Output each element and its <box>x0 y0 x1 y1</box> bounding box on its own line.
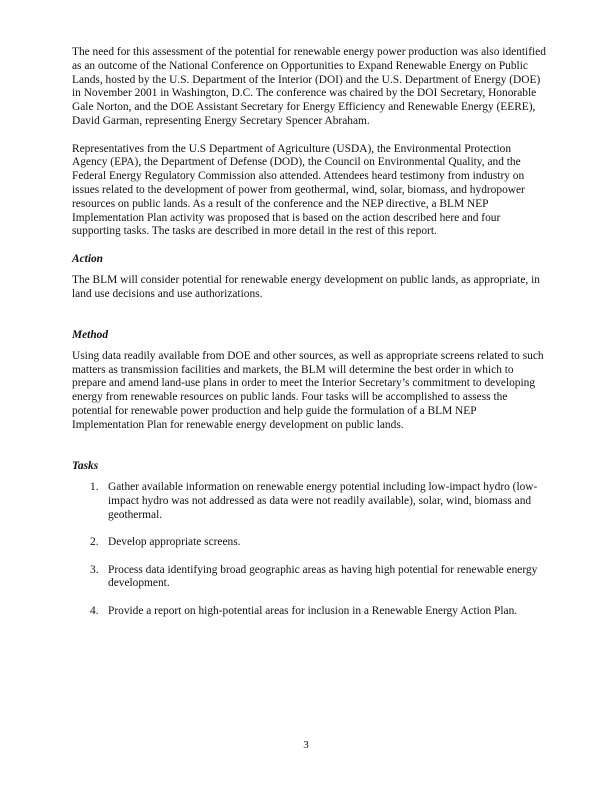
task-item <box>72 564 548 592</box>
intro-paragraph-2: Representatives from the U.S Department of Agriculture (USDA), the Environmental Protection Agency (EPA), the Department of Defense (DOD), the Council on Environmental Quality, and the Federal Energy Regulatory Commission also attended. Attendees heard testimony from industry on issues related to the development of power from geothermal, wind, solar, biomass, and hydropower resources on public lands. As a result of the conference and the NEP directive, a BLM NEP Implementation Plan activity was proposed that is based on the action described here and four supporting tasks. The tasks are described in more detail in the rest of this report. <box>72 142 525 238</box>
method-heading: Method <box>72 328 109 341</box>
task-text: Develop appropriate screens. <box>108 536 241 549</box>
tasks-heading: Tasks <box>72 460 99 473</box>
action-text: The BLM will consider potential for renewable energy development on public lands, as appropriate, in land use decisions and use authorizations. <box>72 273 540 300</box>
intro-paragraph-1: The need for this assessment of the potential for renewable energy power production was also identified as an outcome of the National Conference on Opportunities to Expand Renewable Energy on Public Lands, hosted by the U.S. Department of the Interior (DOI) and the U.S. Department of Energy (DOE) in November 2001 in Washington, D.C. The conference was chaired by the DOI Secretary, Honorable Gale Norton, and the DOE Assistant Secretary for Energy Efficiency and Renewable Energy (EERE), David Garman, representing Energy Secretary Spencer Abraham. <box>72 46 546 127</box>
action-heading: Action <box>72 252 104 265</box>
task-item <box>72 481 548 522</box>
task-number: 2. <box>90 536 99 549</box>
task-number: 3. <box>90 563 99 576</box>
task-item <box>72 536 548 550</box>
task-number: 4. <box>90 605 99 618</box>
method-text: Using data readily available from DOE and other sources, as well as appropriate screens related to such matters as transmission facilities and markets, the BLM will determine the best order in which to prepare and amend land-use plans in order to meet the Interior Secretary’s commitment to developing energy from renewable resources on public lands. Four tasks will be accomplished to assess the potential for renewable power production and help guide the formulation of a BLM NEP Implementation Plan for renewable energy development on public lands. <box>72 349 544 431</box>
document-page <box>72 46 548 633</box>
tasks-list <box>72 481 548 619</box>
task-text: Provide a report on high-potential areas for inclusion in a Renewable Energy Action Plan. <box>108 605 518 618</box>
task-number: 1. <box>90 480 99 493</box>
task-item <box>72 605 548 619</box>
page-number: 3 <box>303 739 309 751</box>
task-text: Gather available information on renewable energy potential including low-impact hydro (low-impact hydro was not addressed as data were not readily available), solar, wind, biomass and geothermal. <box>108 480 538 521</box>
task-text: Process data identifying broad geographic areas as having high potential for renewable energy development. <box>108 563 538 590</box>
